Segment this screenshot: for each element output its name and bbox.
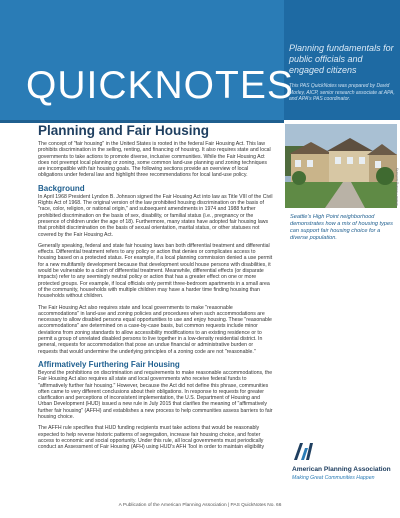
- section-heading-affh: Affirmatively Furthering Fair Housing: [38, 359, 180, 369]
- body-column: [38, 141, 274, 491]
- apa-name: American Planning Association: [292, 466, 391, 473]
- apa-logo-icon: [292, 440, 316, 462]
- svg-text:Seattle Housing Authority: Seattle Housing Authority: [395, 167, 399, 206]
- background-paragraph-3: The Fair Housing Act also requires state and local governments to make "reasonable accommodations" in land-use and zoning policies and procedures when such accommodations are necessary to allow disabled persons equal opportunities to use and enjoy housing. These "reasonable accommodations" are determined on a case-by-case basis, but common requests include minor deviations from zoning standards to allow accessibility modifications to an existing residence or to permit a group of unrelated disabled persons to live together in a low-density residential district. In general, requests for accommodation that pose an undue financial or administrative burden or requests that would undermine the underlying principles of a zoning code are not "reasonable.": [38, 304, 272, 355]
- page-title: Planning and Fair Housing: [38, 123, 210, 138]
- background-paragraph-1: In April 1968 President Lyndon B. Johnson signed the Fair Housing Act into law as Title VIII of the Civil Rights Act of 1968. The original version of the law prohibited housing discrimination on the basis of "race, color, religion, or national origin," and subsequent amendments in 1974 and 1988 further prohibited discrimination on the basis of sex, disability, or familial status (i.e., pregnancy or the presence of children under the age of 18). Furthermore, many states have adopted fair housing laws that prohibit discrimination on the basis of sexual orientation, marital status, or other statuses not covered by the Fair Housing Act.: [38, 193, 273, 238]
- author-note: This PAS QuickNotes was prepared by David Morley, AICP, senior research associate at APA, and APA's PAS coordinator.: [289, 83, 395, 102]
- header-tagline: Planning fundamentals for public officials and engaged citizens: [289, 43, 394, 75]
- neighborhood-photo: [285, 124, 397, 208]
- page-footer: A Publication of the American Planning Association | PAS QuickNotes No. 66: [118, 503, 282, 508]
- apa-logo-mark: [292, 440, 316, 462]
- apa-logo: [292, 440, 398, 490]
- affh-paragraph-1: Beyond the prohibitions on discrimination and requirements to make reasonable accommodations, the Fair Housing Act also requires all state and local governments who receive federal funds to "affirmatively further fair housing." However, because the Act did not define this phrase, communities often came to very different conclusions about their obligations. In response to requests for greater clarification and perceptions of inconsistent implementation, the U.S. Department of Housing and Urban Development (HUD) issued a new rule in July 2015 that clarifies the meaning of "affirmatively further fair housing" (AFFH) and establishes a new process to help communities assess barriers to fair housing choice.: [38, 369, 273, 420]
- brand-title: QUICKNOTES: [26, 64, 294, 107]
- apa-tagline: Making Great Communities Happen: [292, 475, 375, 481]
- photo-caption: Seattle's High Point neighborhood demonstrates how a mix of housing types can support fair housing choice for a diverse population.: [290, 214, 393, 241]
- affh-paragraph-2: The AFFH rule specifies that HUD funding recipients must take actions that would be reasonably expected to help reverse historic patterns of segregation, increase fair housing choice, and foster access to economic and social opportunity. Under this rule, all local governments must periodically conduct an Assessment of Fair Housing (AFH) using HUD's AFH Tool in order to maintain eligibility: [38, 425, 265, 451]
- background-paragraph-2: Generally speaking, federal and state fair housing laws ban both differential treatment and differential effects. Differential treatment refers to any policy or action that denies or complicates access to housing based on a protected status. For example, if a local planning commission denied a use permit for a new multifamily development because that development would house persons with disabilities, it would be vulnerable to a claim of differential treatment. Meanwhile, differential effects (or disparate impacts) refer to any seemingly neutral policy or action that has a greater effect on one or more protected groups. For example, if local officials only permit three-bedroom apartments in a small area of the community, households with multiple children may have a harder time finding housing than households without children.: [38, 242, 273, 300]
- intro-paragraph: The concept of "fair housing" in the United States is rooted in the federal Fair Housing Act. This law prohibits discrimination in the selling, renting, and financing of housing. It also requires state and local governments to take actions to promote diverse, inclusive communities. While the Fair Housing Act does not preempt local planning or zoning, some common land-use planning and zoning techniques are incompatible with fair housing goals. The following sections provide an overview of local obligations under federal law and highlight three recommendations for local land-use policy.: [38, 141, 271, 179]
- photo-credit-text: [395, 124, 399, 208]
- neighborhood-photo-drawing: [285, 124, 397, 208]
- section-heading-background: Background: [38, 183, 85, 193]
- photo-credit: [395, 124, 399, 208]
